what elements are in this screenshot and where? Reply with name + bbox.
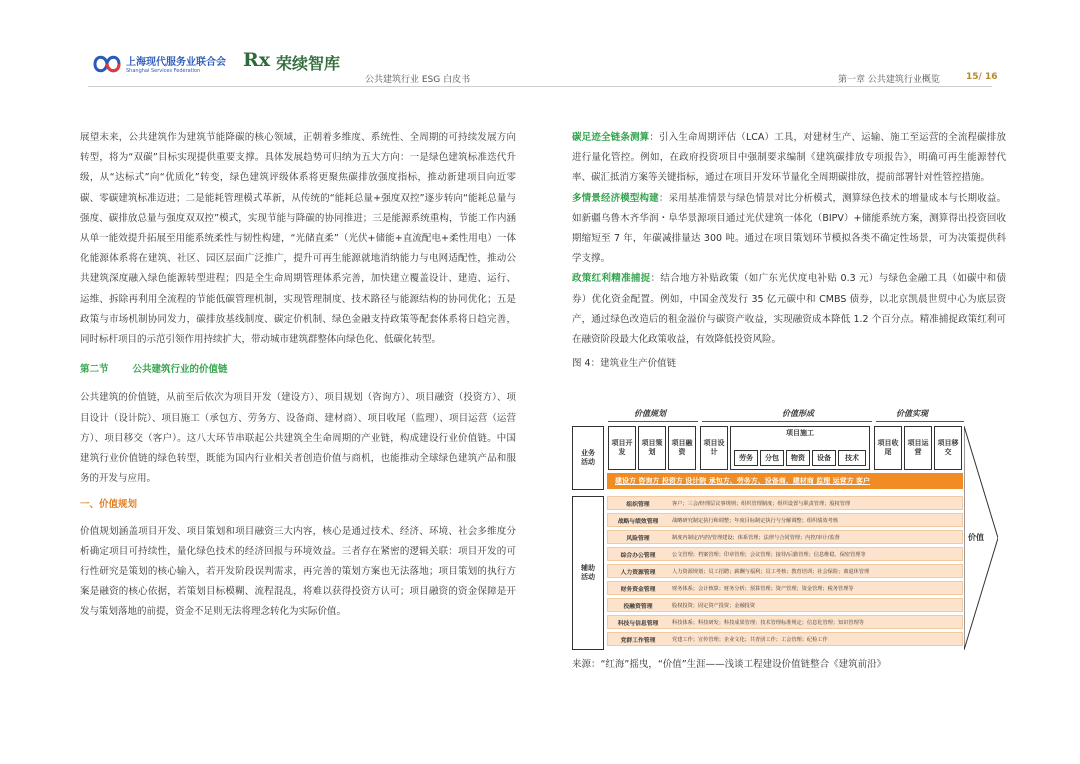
figure-title: 图 4：建筑业生产价值链: [572, 358, 677, 370]
biz-box: 项目设计: [700, 426, 728, 470]
support-name: 财务资金管理: [620, 586, 656, 593]
brand-logo-mark: Rx: [243, 49, 271, 71]
support-name: 投融资管理: [623, 603, 653, 610]
org-name-en: Shanghai Services Federation: [126, 68, 201, 74]
bracket-line: [608, 421, 698, 422]
support-row: [607, 530, 963, 544]
paragraph-text: ：引入生命周期评估（LCA）工具，对建材生产、运输、施工至运营的全流程碳排放进行量化管控。例如，在政府投资项目中强制要求编制《建筑碳排放专项报告》，明确可再生能源替代率、碳汇抵消方案等关键指标，通过在项目开发环节量化全周期碳排放，提前部署针对性管控措施。: [572, 132, 1006, 184]
biz-box: 项目策划: [638, 426, 666, 470]
support-items: 科技体系；科技研发；科技成果管理；技术管理标准规定；信息化管理；知识管理等: [672, 619, 864, 626]
row-label-business: 业务 活动: [572, 426, 604, 490]
federation-logo-icon: [92, 52, 122, 76]
construction-sub: 分包: [760, 450, 784, 466]
support-items: 人力资源规划；员工招聘；薪酬与福利；员工考核；教育培训；社会保险；离退休管理: [672, 568, 870, 575]
page-header: [0, 0, 1080, 96]
keyword: 碳足迹全链条测算: [572, 132, 650, 143]
figure-caption: 来源：“红海”摇曳，“价值”生涯——浅谈工程建设价值链整合《建筑前沿》: [572, 659, 887, 670]
paragraph-outlook: 展望未来，公共建筑作为建筑节能降碳的核心领域，正朝着多维度、系统性、全周期的可持续发展方向转型，将为“双碳”目标实现提供重要支撑。具体发展趋势可归纳为五大方向：一是绿色建筑标准迭代升级，从“达标式”向“优质化”转变，绿色建筑评级体系将更聚焦碳排放强度指标，推动新建项目向近零碳、零碳建筑标准迈进；二是能耗管理模式革新，从传统的“能耗总量+强度双控”逐步转向“能耗总量与强度、碳排放总量与强度双双控”模式，实现节能与降碳的协同推进；三是能源系统重构，节能工作内涵从单一能效提升拓展至用能系统柔性与韧性构建，“光储直柔”（光伏+储能+直流配电+柔性用电）一体化能源体系将在建筑、社区、园区层面广泛推广，提升可再生能源就地消纳能力与电网适配性，推动公共建筑深度融入绿色能源转型进程；四是全生命周期管理体系完善，加快建立覆盖设计、建造、运行、运维、拆除再利用全流程的节能低碳管理机制，实现管理制度、技术路径与能源结构的协同优化；五是政策与市场机制协同发力，碳排放基线制度、碳定价机制、绿色金融支持政策等配套体系将日趋完善，同时标杆项目的示范引领作用持续扩大，带动城市建筑群整体向绿色化、低碳化转型。: [80, 132, 516, 346]
section-title: 公共建筑行业的价值链: [132, 364, 228, 376]
support-name: 组织管理: [626, 501, 650, 508]
paragraph-policy-bonus: [572, 269, 1006, 350]
construction-sub: 物资: [786, 450, 810, 466]
paragraph-scenario-model: [572, 189, 1006, 270]
support-row: [607, 615, 963, 629]
support-name: 综合办公管理: [620, 552, 656, 559]
org-name-cn: 上海现代服务业联合会: [126, 57, 226, 68]
actors-bar: [607, 473, 963, 489]
construction-box: 项目施工: [730, 426, 870, 470]
paragraph-text: ：结合地方补贴政策（如广东光伏度电补贴 0.3 元）与绿色金融工具（如碳中和债券）优化资金配置。例如，中国金茂发行 35 亿元碳中和 CMBS 债券，以北京凯晨世贸中心为底层资产，通过绿色改造后的租金溢价与碳资产收益，实现融资成本降低 1.2 个百分点。精准捕捉政策红利可在融资阶段最大化政策收益，有效降低投资风险。: [572, 273, 1006, 346]
support-row: [607, 496, 963, 510]
bracket-line: [702, 421, 872, 422]
support-name: 党群工作管理: [620, 637, 656, 644]
support-name: 科技与信息管理: [617, 620, 659, 627]
stage-label: 价值实现: [896, 409, 928, 418]
support-row: [607, 581, 963, 595]
construction-sub: 劳务: [734, 450, 758, 466]
value-chain-figure: [572, 408, 998, 652]
support-items: 公文管理；档案管理；印章管理；会议管理；接待/后勤管理；信息维稳、保密管理等: [672, 551, 866, 558]
row-label-support: 辅助 活动: [572, 496, 604, 650]
support-row: [607, 598, 963, 612]
support-row: [607, 513, 963, 527]
support-row: [607, 632, 963, 646]
page-number: 15/ 16: [966, 72, 998, 82]
paragraph-value-chain: 公共建筑的价值链，从前至后依次为项目开发（建设方）、项目规划（咨询方）、项目融资（投资方）、项目设计（设计院）、项目施工（承包方、劳务方、设备商、建材商）、项目收尾（监理）、项目运营（运营方）、项目移交（客户）。这八大环节串联起公共建筑全生命周期的产业链，构成建设行业价值链。中国建筑行业价值链的绿色转型，既能为国内行业相关者创造价值与商机，也能推动全球绿色建筑产品和服务的开发与应用。: [80, 392, 516, 485]
section-heading: [80, 360, 516, 380]
right-column: [572, 128, 1006, 374]
biz-box: 项目移交: [934, 426, 962, 470]
biz-box: 项目运营: [904, 426, 932, 470]
support-row: [607, 564, 963, 578]
biz-box: 项目融资: [668, 426, 696, 470]
construction-sub: 设备: [812, 450, 836, 466]
support-items: 制度内制定/内控/管理建设；体系管理；法律与合同管理；内控/审计/监督: [672, 534, 840, 541]
construction-sub: 技术: [838, 450, 866, 466]
support-name: 战略与绩效管理: [617, 518, 659, 525]
value-label: 价值: [968, 533, 984, 542]
brand-name: 荣续智库: [276, 54, 341, 73]
support-row: [607, 547, 963, 561]
biz-box: 项目收尾: [874, 426, 902, 470]
support-items: 客户；三会/经理层议事规则；组织管理制度；组织设置与职责管理；股权管理: [672, 500, 851, 507]
chapter-title: 第一章 公共建筑行业概览: [838, 75, 940, 85]
document-title: 公共建筑行业 ESG 白皮书: [365, 75, 471, 85]
keyword: 政策红利精准捕捉: [572, 273, 651, 285]
biz-box: 项目开发: [608, 426, 636, 470]
actors-text: 建设方 咨询方 投资方 设计院 承包方、劳务方、设备商、建材商 监理 运营方 客户: [615, 477, 871, 485]
paragraph-value-planning: 价值规划涵盖项目开发、项目策划和项目融资三大内容，核心是通过技术、经济、环境、社会多维度分析确定项目可持续性，量化绿色技术的经济回报与环境效益。三者存在紧密的逻辑关联：项目开发的可行性研究是策划的核心输入，若开发阶段误判需求，再完善的策划方案也无法落地；项目策划的执行方案是融资的核心依据，若策划目标模糊、流程混乱，将难以获得投资方认可；项目融资的资金保障是开发与策划落地的前提，资金不足则无法将理念转化为实际价值。: [80, 525, 516, 618]
support-items: 财务体系；会计核算；财务分析；预算管理；资产管理；资金管理；税务管理等: [672, 585, 854, 592]
support-items: 党建工作；宣传管理；企业文化；共青团工作；工会管理；纪检工作: [672, 636, 828, 643]
header-divider: [88, 86, 992, 87]
support-items: 股权投资；固定资产投资；金融投资: [672, 602, 756, 609]
support-items: 战略研究制定执行和调整；年度目标制定执行与分解调整；组织绩效考核: [672, 517, 839, 524]
left-column: [80, 128, 516, 623]
subsection-heading: 一、价值规划: [80, 499, 138, 511]
paragraph-carbon-footprint: [572, 128, 1006, 189]
bracket-line: [876, 421, 964, 422]
paragraph-text: ：采用基准情景与绿色情景对比分析模式，测算绿色技术的增量成本与长期收益。如新疆乌鲁木齐华润・阜华景源项目通过光伏建筑一体化（BIPV）+储能系统方案，测算得出投资回收期缩短至 7 年，年碳减排量达 300 吨。通过在项目策划环节模拟各类不确定性场景，可为决策提供科学支撑。: [572, 192, 1006, 265]
stage-label: 价值形成: [782, 409, 814, 418]
keyword: 多情景经济模型构建: [572, 192, 659, 204]
support-name: 人力资源管理: [620, 569, 656, 576]
support-name: 风险管理: [626, 535, 650, 542]
section-number: 第二节: [80, 364, 109, 376]
stage-label: 价值规划: [634, 409, 666, 418]
